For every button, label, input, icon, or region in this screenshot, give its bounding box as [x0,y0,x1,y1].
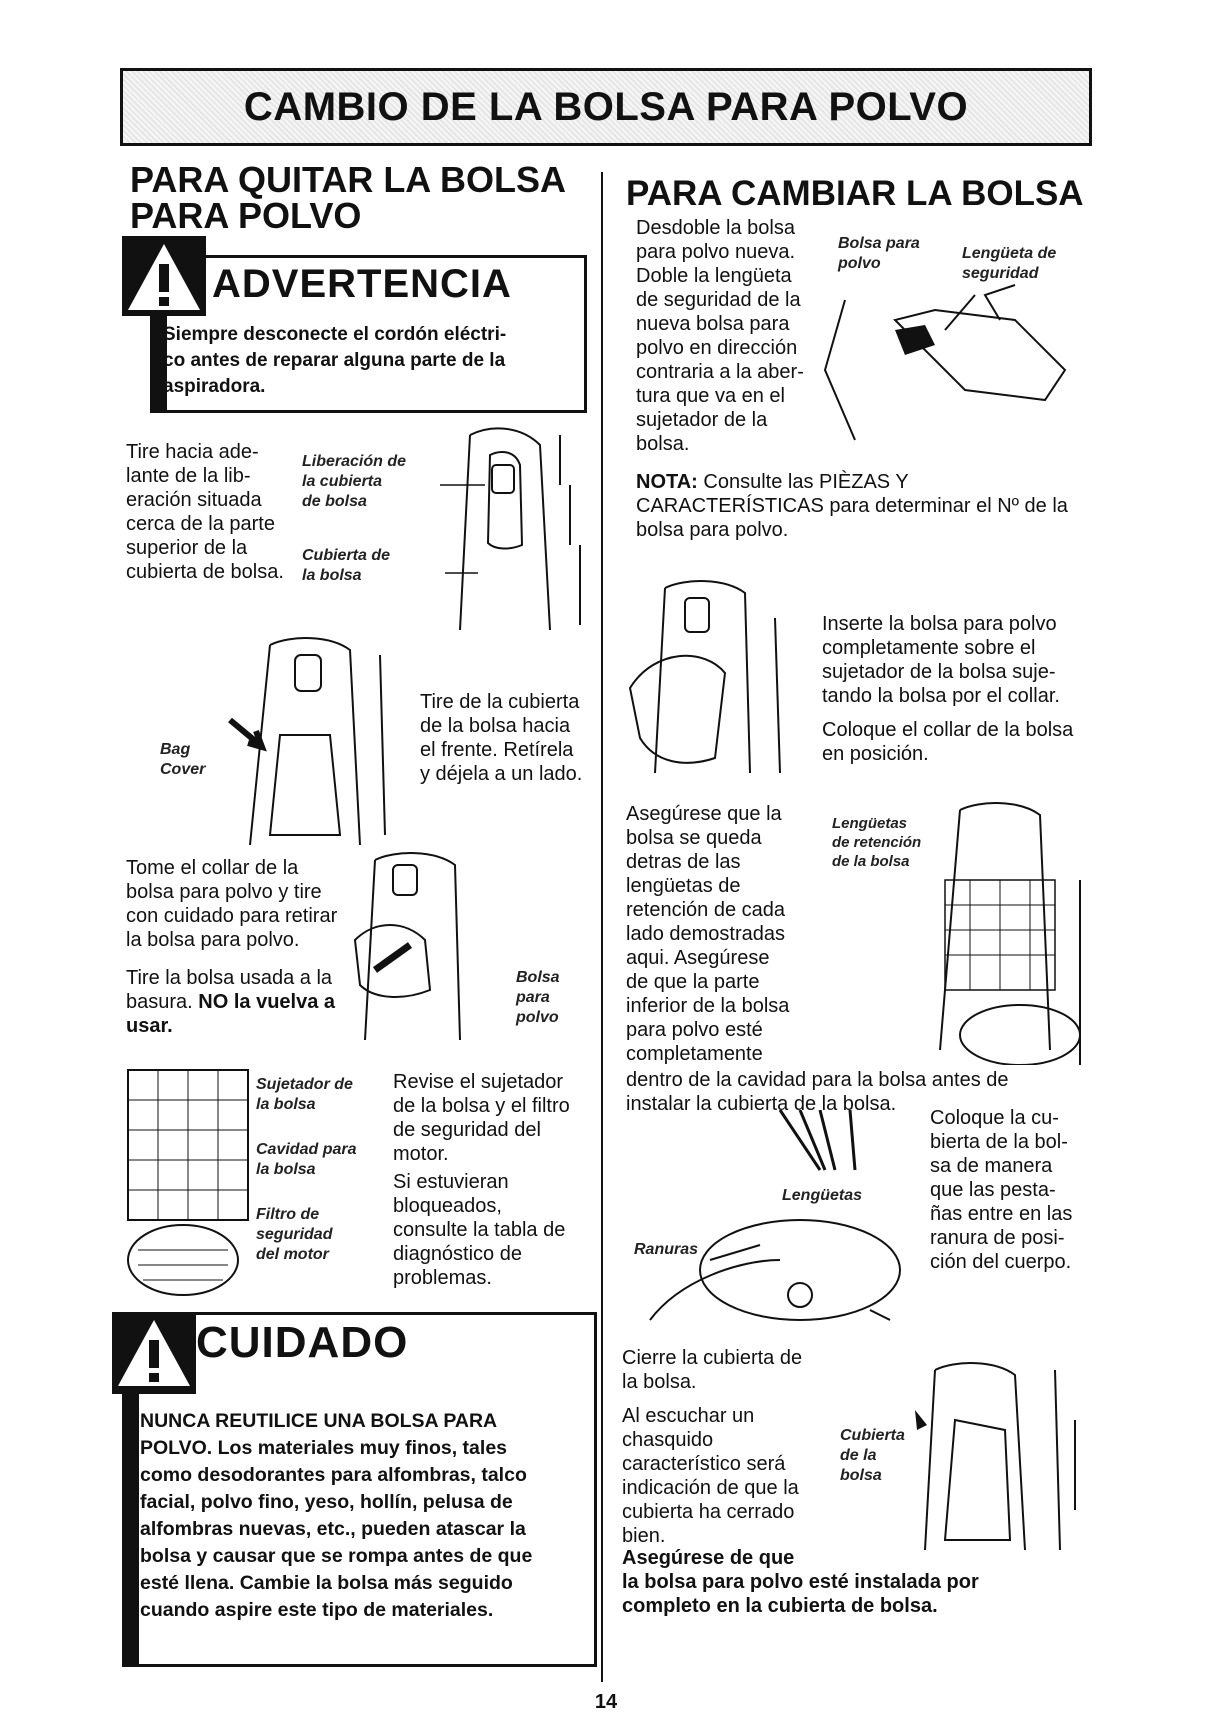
label-safety-tab: Lengüeta de seguridad [962,245,1057,282]
step-collar-text: Coloque el collar de la bolsa en posición. [822,719,1074,765]
label-dust-bag: Bolsa para polvo [516,969,560,1026]
step-release-text: Tire hacia ade- lante de la lib- eración situada cerca de la parte superior de la cubierta de bolsa. [126,441,284,583]
step-check-bag-text: Asegúrese que la bolsa se queda detras de las lengüetas de retención de cada lado demostradas aqui. Asegúrese de que la parte inferior de la bolsa para polvo esté completamente [626,803,790,1065]
illustration-insert-bag [625,578,805,773]
label-tabs: Lengüetas [782,1187,863,1204]
illustration-bag-cavity [118,1060,258,1300]
illustration-close-cover [915,1360,1085,1555]
step-insert-text: Inserte la bolsa para polvo completamente sobre el sujetador de la bolsa suje- tando la bolsa por el collar. [822,613,1060,707]
final-note-text: Asegúrese de que la bolsa para polvo esté instalada por completo en la cubierta de bolsa. [622,1547,979,1617]
warning-title: ADVERTENCIA [212,262,512,306]
step-discard-text: Tire la bolsa usada a la basura. NO la vuelva a usar. [126,967,336,1037]
illustration-release-latch [430,425,590,630]
step-close-cover-text: Cierre la cubierta de la bolsa. [622,1347,803,1393]
remove-bag-heading: PARA QUITAR LA BOLSA PARA POLVO [130,159,566,236]
note-text: NOTA: Consulte las PIÈZAS Y CARACTERÍSTICAS para determinar el Nº de la bolsa para polvo. [636,471,1068,541]
illustration-new-bag [815,280,1075,450]
warning-text: Siempre desconecte el cordón eléctri- co antes de reparar alguna parte de la aspiradora. [163,324,507,397]
step-remove-cover-text: Tire de la cubierta de la bolsa hacia el frente. Retírela y déjela a un lado. [420,691,583,785]
warning-icon [122,236,206,316]
column-divider [601,172,603,1682]
label-cover: Cubierta de la bolsa [302,547,391,584]
illustration-remove-cover [200,635,400,845]
label-slots: Ranuras [634,1241,699,1258]
label-bag-cover: Bag Cover [160,741,206,778]
step-place-cover-text: Coloque la cu- bierta de la bol- sa de manera que las pesta- ñas entre en las ranura de posi- ción del cuerpo. [930,1107,1073,1273]
illustration-remove-bag [335,850,515,1040]
caution-title: CUIDADO [196,1318,409,1367]
illustration-retention-tabs [930,800,1090,1065]
replace-bag-heading: PARA CAMBIAR LA BOLSA [626,174,1084,213]
label-new-bag: Bolsa para polvo [838,235,920,272]
step-check-holder-text: Revise el sujetador de la bolsa y el filtro de seguridad del motor. [393,1071,570,1165]
caution-icon [112,1312,196,1394]
step-unfold-text: Desdoble la bolsa para polvo nueva. Doble la lengüeta de seguridad de la nueva bolsa para polvo en dirección contraria a la aber- tura que va en el sujetador de la bolsa. [636,217,804,455]
page-title: CAMBIO DE LA BOLSA PARA POLVO [243,85,969,129]
step-check-bag-text-cont: dentro de la cavidad para la bolsa antes de instalar la cubierta de la bolsa. [626,1069,1009,1115]
caution-text: NUNCA REUTILICE UNA BOLSA PARA POLVO. Los materiales muy finos, tales como desodorantes para alfombras, talco facial, polvo fino, yeso, hollín, pelusa de alfombras nuevas, etc., pueden atascar la bolsa y causar que se rompa antes de que esté llena. Cambie la bolsa más seguido cuando aspire este tipo de materiales. [140,1410,533,1621]
label-retention-tabs: Lengüetas de retención de la bolsa [832,815,922,870]
step-remove-bag-text: Tome el collar de la bolsa para polvo y tire con cuidado para retirar la bolsa para polvo. [126,857,338,951]
illustration-cover-slots [620,1110,920,1330]
title-banner [120,68,1092,146]
label-bag-cover-right: Cubierta de la bolsa [840,1427,905,1484]
label-bag-cavity: Cavidad para la bolsa [256,1141,357,1178]
page-number: 14 [594,1691,618,1713]
label-motor-filter: Filtro de seguridad del motor [256,1206,333,1263]
step-blocked-text: Si estuvieran bloqueados, consulte la tabla de diagnóstico de problemas. [393,1171,566,1289]
step-click-text: Al escuchar un chasquido característico será indicación de que la cubierta ha cerrado bien. [622,1405,799,1547]
label-release: Liberación de la cubierta de bolsa [302,453,407,510]
label-bag-holder: Sujetador de la bolsa [256,1076,353,1113]
